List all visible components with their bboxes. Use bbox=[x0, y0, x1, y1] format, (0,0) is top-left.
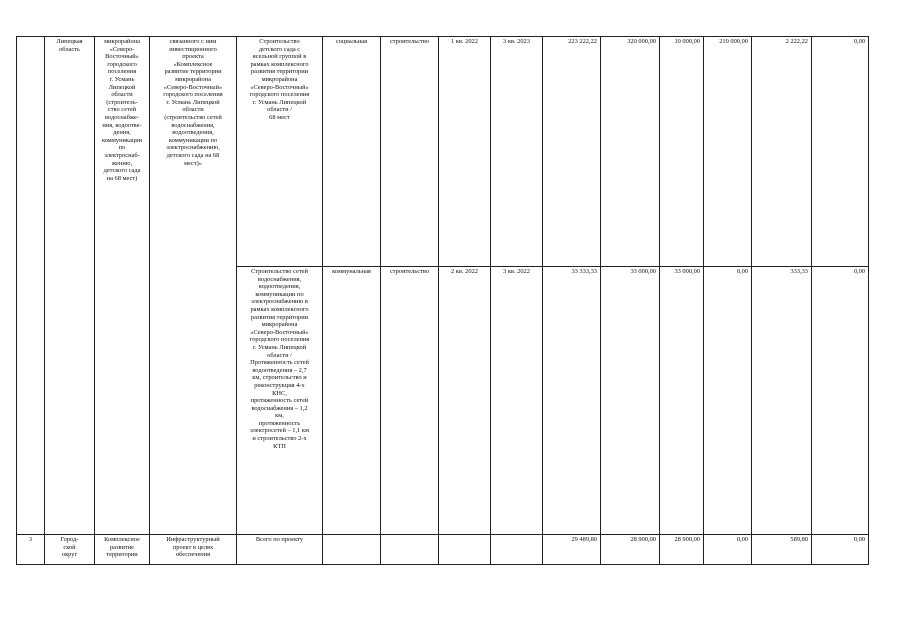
cell-value-2: 10 000,00 bbox=[660, 37, 704, 267]
cell-project: связанного с ним инвестиционного проекта «Комплексное развитие территории микрорайона «Северо-Восточный» городского поселения г. Усмань Липецкой области (строительство сетей водоснабжения, водоотведения, коммуникации по электроснабжению, детского сада на 68 мест)» bbox=[150, 37, 237, 535]
document-page bbox=[16, 36, 869, 565]
cell-region: Город- ской округ bbox=[45, 535, 95, 565]
cell-value-1: 33 000,00 bbox=[601, 267, 660, 535]
cell-value-3: 210 000,00 bbox=[704, 37, 752, 267]
cell-start bbox=[439, 535, 491, 565]
cell-total: 29 489,80 bbox=[543, 535, 601, 565]
cell-value-5: 0,00 bbox=[812, 535, 869, 565]
cell-value-3: 0,00 bbox=[704, 267, 752, 535]
cell-project: Инфраструктурный проект в целях обеспечения bbox=[150, 535, 237, 565]
cell-work bbox=[381, 535, 439, 565]
cell-region: Липецкая область bbox=[45, 37, 95, 535]
cell-object: Строительство детского сада с ясельной группой в рамках комплексного развития территории микрорайона «Северо-Восточный» городского поселения г. Усмань Липецкой области / 68 мест bbox=[237, 37, 323, 267]
table-row bbox=[17, 37, 869, 267]
cell-end: 3 кв. 2023 bbox=[491, 37, 543, 267]
cell-end bbox=[491, 535, 543, 565]
cell-object: Всего по проекту bbox=[237, 535, 323, 565]
cell-start: 2 кв. 2022 bbox=[439, 267, 491, 535]
project-table bbox=[16, 36, 869, 565]
cell-work: строительство bbox=[381, 267, 439, 535]
cell-value-1: 28 900,00 bbox=[601, 535, 660, 565]
cell-value-2: 28 900,00 bbox=[660, 535, 704, 565]
cell-type: социальная bbox=[323, 37, 381, 267]
cell-value-4: 589,80 bbox=[752, 535, 812, 565]
cell-total: 223 222,22 bbox=[543, 37, 601, 267]
cell-start: 1 кв. 2022 bbox=[439, 37, 491, 267]
cell-municipality: Комплексное развитие территории bbox=[95, 535, 150, 565]
cell-value-4: 2 222,22 bbox=[752, 37, 812, 267]
cell-value-5: 0,00 bbox=[812, 267, 869, 535]
cell-object: Строительство сетей водоснабжения, водоотведения, коммуникации по электроснабжению в рамках комплексного развития территории микрорайона «Северо-Восточный» городского поселения г. Усмань Липецкой области / Протяженность сетей водоотведения – 2,7 км, строительство и реконструкция 4-х КНС, протяженность сетей водоснабжения – 1,2 км, протяженность электросетей – 1,1 км и строительство 2-х КТП bbox=[237, 267, 323, 535]
cell-work: строительство bbox=[381, 37, 439, 267]
cell-end: 3 кв. 2022 bbox=[491, 267, 543, 535]
cell-value-5: 0,00 bbox=[812, 37, 869, 267]
cell-value-1: 320 000,00 bbox=[601, 37, 660, 267]
cell-total: 33 333,33 bbox=[543, 267, 601, 535]
cell-value-2: 33 000,00 bbox=[660, 267, 704, 535]
cell-value-3: 0,00 bbox=[704, 535, 752, 565]
cell-type bbox=[323, 535, 381, 565]
cell-number: 3 bbox=[17, 535, 45, 565]
cell-value-4: 333,33 bbox=[752, 267, 812, 535]
cell-municipality: микрорайона «Северо- Восточный» городского поселения г. Усмань Липецкой области (строитель- ство сетей водоснабже- ния, водоотве- дения, коммуникации по электроснаб- жению, детского сада на 68 мест) bbox=[95, 37, 150, 535]
cell-number bbox=[17, 37, 45, 535]
table-row bbox=[17, 535, 869, 565]
cell-type: коммунальная bbox=[323, 267, 381, 535]
